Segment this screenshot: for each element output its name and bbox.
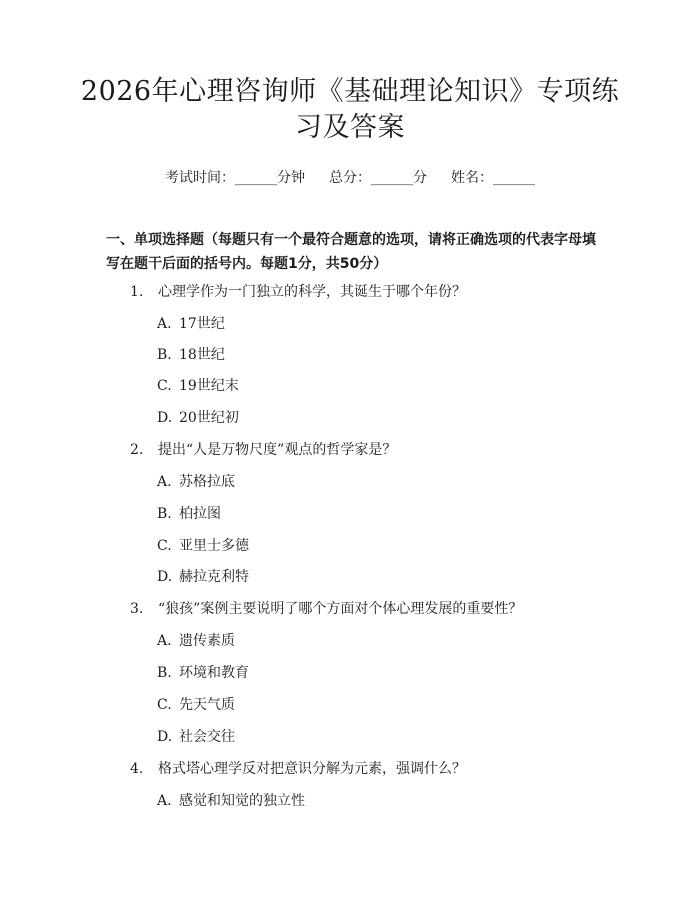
- option-letter: A.: [157, 793, 172, 809]
- question-3-option-a: [157, 631, 235, 651]
- option-letter: D.: [157, 729, 173, 745]
- name-label: 姓名：______: [451, 170, 535, 186]
- option-text: 20世纪初: [179, 410, 239, 426]
- question-text: 格式塔心理学反对把意识分解为元素，强调什么？: [158, 761, 466, 777]
- question-3-option-d: [157, 727, 235, 747]
- question-3: [130, 599, 522, 619]
- question-2-option-c: [157, 536, 249, 556]
- option-text: 亚里士多德: [179, 538, 249, 554]
- option-letter: C.: [157, 538, 172, 554]
- question-1-option-d: [157, 408, 239, 428]
- option-letter: C.: [157, 378, 172, 394]
- option-letter: D.: [157, 569, 173, 585]
- title-line-1: 2026年心理咨询师《基础理论知识》专项练: [80, 76, 620, 107]
- option-text: 17世纪: [179, 316, 225, 332]
- option-text: 苏格拉底: [179, 474, 235, 490]
- question-1-option-a: [157, 314, 225, 334]
- question-text: 提出“人是万物尺度”观点的哲学家是？: [158, 442, 397, 458]
- question-1: [130, 282, 466, 302]
- page-title: [60, 74, 640, 146]
- exam-meta: [0, 167, 700, 189]
- question-3-option-b: [157, 663, 249, 683]
- option-text: 环境和教育: [179, 665, 249, 681]
- question-number: 2.: [130, 442, 144, 458]
- option-letter: D.: [157, 410, 173, 426]
- question-2: [130, 440, 396, 460]
- question-text: “狼孩”案例主要说明了哪个方面对个体心理发展的重要性？: [158, 601, 523, 617]
- question-number: 4.: [130, 761, 144, 777]
- exam-time-label: 考试时间：______分钟: [165, 170, 305, 186]
- title-line-2: 习及答案: [295, 112, 405, 143]
- option-text: 柏拉图: [179, 506, 221, 522]
- option-text: 19世纪末: [179, 378, 239, 394]
- question-number: 1.: [130, 284, 144, 300]
- question-number: 3.: [130, 601, 144, 617]
- option-letter: A.: [157, 474, 172, 490]
- option-text: 感觉和知觉的独立性: [179, 793, 305, 809]
- option-letter: B.: [157, 506, 172, 522]
- question-3-option-c: [157, 695, 235, 715]
- option-letter: C.: [157, 697, 172, 713]
- section-heading: 一、单项选择题（每题只有一个最符合题意的选项，请将正确选项的代表字母填写在题干后面的括号内。每题1分，共50分）: [106, 232, 596, 272]
- total-score-label: 总分：______分: [329, 170, 427, 186]
- option-letter: A.: [157, 633, 172, 649]
- question-text: 心理学作为一门独立的科学，其诞生于哪个年份？: [158, 284, 466, 300]
- question-1-option-c: [157, 376, 239, 396]
- question-4-option-a: [157, 791, 305, 811]
- question-4: [130, 759, 466, 779]
- option-letter: A.: [157, 316, 172, 332]
- option-text: 先天气质: [179, 697, 235, 713]
- option-letter: B.: [157, 665, 172, 681]
- option-text: 社会交往: [179, 729, 235, 745]
- option-text: 赫拉克利特: [179, 569, 249, 585]
- question-2-option-a: [157, 472, 235, 492]
- question-2-option-d: [157, 567, 249, 587]
- option-text: 遗传素质: [179, 633, 235, 649]
- option-letter: B.: [157, 347, 172, 363]
- question-2-option-b: [157, 504, 221, 524]
- option-text: 18世纪: [179, 347, 225, 363]
- question-1-option-b: [157, 345, 225, 365]
